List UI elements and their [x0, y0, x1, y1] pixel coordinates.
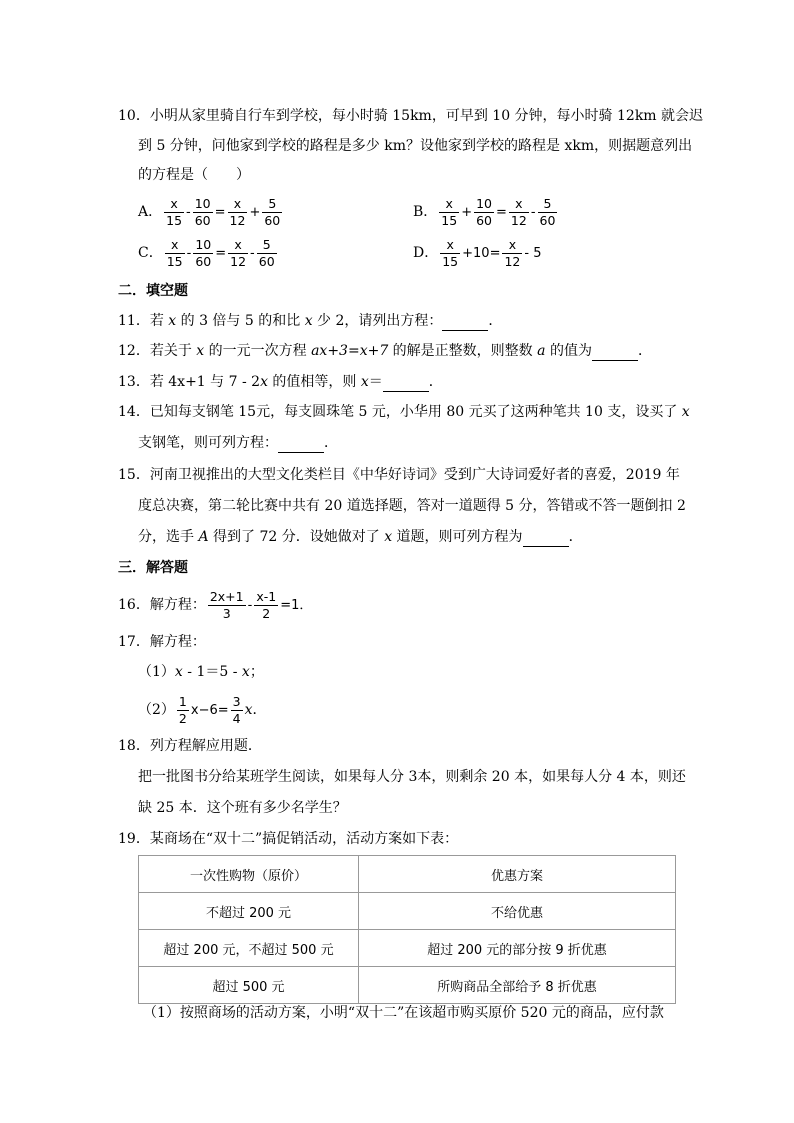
table-cell: 一次性购物（原价） — [139, 856, 359, 893]
q11-text: 11．若 x 的 3 倍与 5 的和比 x 少 2，请列出方程： ． — [118, 313, 503, 329]
table-row — [139, 893, 676, 930]
q17-part1: （1）x - 1＝5 - x； — [138, 664, 264, 680]
q12-text: 12．若关于 x 的一元一次方程 ax+3=x+7 的解是正整数，则整数 a 的值为 ． — [118, 343, 652, 359]
q10-option-d: D． $\frac{x}{15}$ +10= $\frac{x}{12}$ - 5 — [413, 236, 542, 269]
q17-part2: （2） $\frac{1}{2}$ x−6= $\frac{3}{4}$ x． — [138, 693, 267, 726]
q14-line2: 支钢笔，则可列方程： ． — [138, 435, 338, 451]
table-cell: 优惠方案 — [359, 856, 676, 893]
q13-text: 13．若 4x+1 与 7 - 2x 的值相等，则 x＝ ． — [118, 374, 443, 390]
table-cell: 所购商品全部给予 8 折优惠 — [359, 967, 676, 1004]
table-row — [139, 967, 676, 1004]
q15-line1: 15．河南卫视推出的大型文化类栏目《中华好诗词》受到广大诗词爱好者的喜爱，2019 年 — [118, 467, 680, 483]
q10-line3: 的方程是（ ） — [138, 167, 250, 183]
table-cell: 不超过 200 元 — [139, 893, 359, 930]
table-row — [139, 930, 676, 967]
q15-line3: 分，选手 A 得到了 72 分．设她做对了 x 道题，则可列方程为 ． — [138, 529, 583, 545]
q10-line1: 10．小明从家里骑自行车到学校，每小时骑 15km，可早到 10 分钟，每小时骑 12km 就会迟 — [118, 108, 704, 124]
promotion-table — [138, 855, 676, 1004]
q10-option-c: C． $\frac{x}{15}$ - $\frac{10}{60}$ = $\frac{x}{12}$ - $\frac{5}{60}$ — [138, 236, 275, 269]
answer-blank — [442, 316, 488, 331]
answer-blank — [278, 438, 324, 453]
q19-part1: （1）按照商场的活动方案，小明“双十二”在该超市购买原价 520 元的商品，应付款 — [143, 1005, 664, 1021]
answer-blank — [523, 532, 569, 547]
section-fill-in-title: 二．填空题 — [118, 283, 188, 299]
q18-line1: 把一批图书分给某班学生阅读，如果每人分 3本，则剩余 20 本，如果每人分 4 本，则还 — [138, 769, 686, 785]
table-cell: 超过 200 元的部分按 9 折优惠 — [359, 930, 676, 967]
q10-line2: 到 5 分钟，问他家到学校的路程是多少 km？设他家到学校的路程是 xkm，则据题意列出 — [138, 138, 693, 154]
table-row — [139, 856, 676, 893]
answer-blank — [383, 377, 429, 392]
q10-option-b: B． $\frac{x}{15}$ + $\frac{10}{60}$ = $\frac{x}{12}$ - $\frac{5}{60}$ — [413, 195, 556, 228]
answer-blank — [592, 346, 638, 361]
section-answer-title: 三．解答题 — [118, 560, 188, 576]
q18-line2: 缺 25 本．这个班有多少名学生？ — [138, 800, 347, 816]
q18-label: 18．列方程解应用题． — [118, 738, 262, 754]
table-cell: 不给优惠 — [359, 893, 676, 930]
q19-label: 19．某商场在“双十二”搞促销活动，活动方案如下表： — [118, 831, 459, 847]
table-cell: 超过 500 元 — [139, 967, 359, 1004]
q16-text: 16．解方程： $\frac{2x+1}{3}$ - $\frac{x-1}{2}$ =1． — [118, 588, 313, 621]
q10-option-a: A． $\frac{x}{15}$ - $\frac{10}{60}$ = $\frac{x}{12}$ + $\frac{5}{60}$ — [138, 195, 281, 228]
q14-line1: 14．已知每支钢笔 15元，每支圆珠笔 5 元，小华用 80 元买了这两种笔共 10 支，设买了 x — [118, 404, 690, 420]
table-cell: 超过 200 元，不超过 500 元 — [139, 930, 359, 967]
q15-line2: 度总决赛，第二轮比赛中共有 20 道选择题，答对一道题得 5 分，答错或不答一题倒扣 2 — [138, 498, 686, 514]
q17-label: 17．解方程： — [118, 634, 206, 650]
